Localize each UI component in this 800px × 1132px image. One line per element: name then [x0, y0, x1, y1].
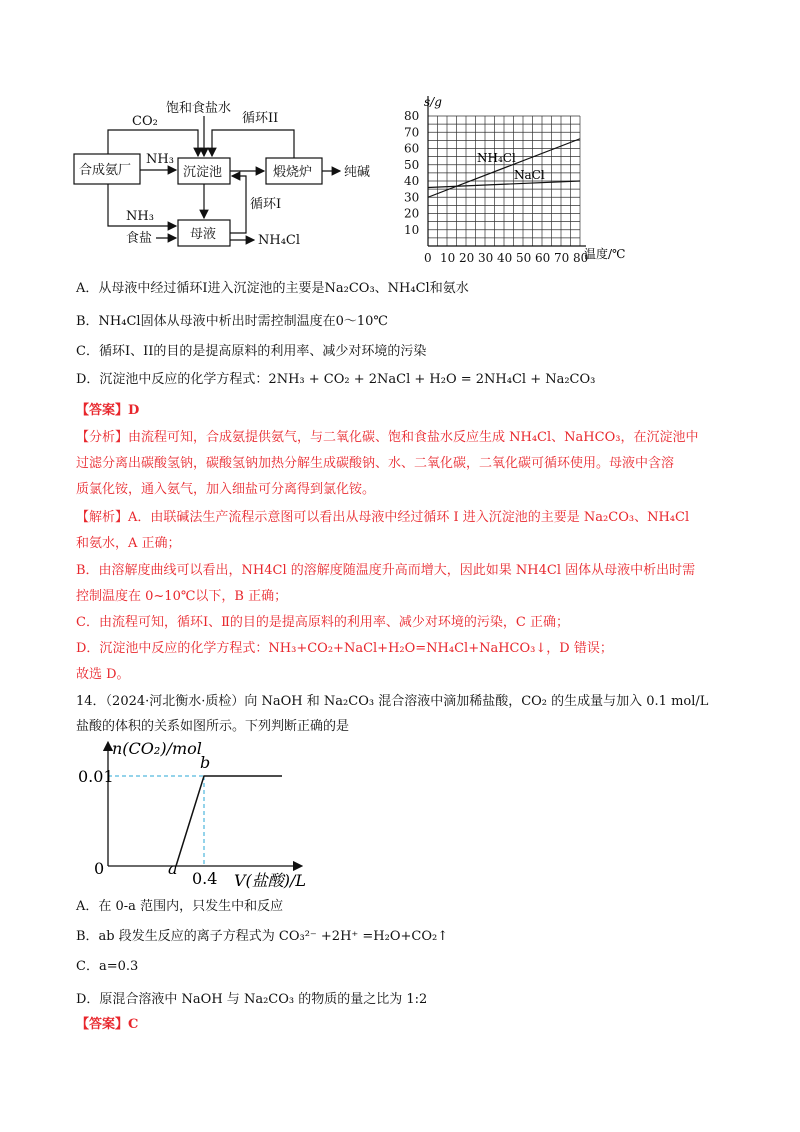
sol-curve-nh4cl-label: NH₄Cl [477, 151, 516, 165]
flow-diagram [70, 100, 400, 260]
sol-x-tick: 20 [459, 251, 475, 265]
sol-x-tick: 50 [516, 251, 532, 265]
sol-x-tick: 40 [497, 251, 513, 265]
co2-graph-point-a: a [168, 859, 178, 878]
label-furnace: 煅烧炉 [273, 165, 313, 180]
q13-analysis-3: 质氯化铵，通入氨气，加入细盐可分离得到氯化铵。 [76, 482, 376, 497]
sol-y-tick: 40 [404, 174, 420, 188]
label-nh3-top: NH₃ [146, 152, 174, 167]
sol-xlabel: 温度/℃ [584, 247, 626, 261]
q13-option-d: D．沉淀池中反应的化学方程式：2NH₃ + CO₂ + 2NaCl + H₂O = 2NH₄Cl + Na₂CO₃ [76, 372, 596, 387]
label-co2: CO₂ [132, 114, 158, 129]
q14-stem-2: 盐酸的体积的关系如图所示。下列判断正确的是 [76, 719, 350, 734]
sol-ylabel: s/g [424, 95, 442, 109]
q13-explain-2: 和氨水，A 正确； [76, 536, 181, 551]
sol-y-tick: 20 [404, 206, 420, 221]
sol-y-tick: 30 [404, 190, 420, 205]
q13-explain-7: 故选 D。 [76, 667, 130, 682]
co2-graph-point-b: b [200, 753, 211, 772]
label-ammonia-plant: 合成氨厂 [79, 163, 132, 178]
q13-analysis-1: 【分析】由流程可知，合成氨提供氨气，与二氧化碳、饱和食盐水反应生成 NH₄Cl、NaHCO₃，在沉淀池中 [76, 430, 699, 445]
q13-option-a: A．从母液中经过循环I进入沉淀池的主要是Na₂CO₃、NH₄Cl和氨水 [76, 281, 469, 296]
co2-graph-line [176, 776, 282, 866]
q14-answer: 【答案】C [76, 1017, 139, 1032]
sol-y-tick: 10 [404, 222, 420, 237]
q14-option-a: A．在 0-a 范围内，只发生中和反应 [76, 899, 284, 914]
sol-curve-nacl-label: NaCl [514, 168, 545, 182]
q13-explain-5: C．由流程可知，循环Ⅰ、Ⅱ的目的是提高原料的利用率、减少对环境的污染，C 正确； [76, 615, 569, 630]
sol-x-tick: 30 [478, 251, 494, 265]
sol-x-tick: 80 [573, 251, 589, 265]
co2-graph-origin: 0 [94, 859, 105, 878]
q14-stem-1: 14．（2024·河北衡水·质检）向 NaOH 和 Na₂CO₃ 混合溶液中滴加稀盐酸，CO₂ 的生成量与加入 0.1 mol/L [76, 694, 709, 709]
sol-y-tick: 80 [404, 109, 420, 123]
q13-explain-6: D．沉淀池中反应的化学方程式：NH₃+CO₂+NaCl+H₂O=NH₄Cl+NaHCO₃↓，D 错误； [76, 641, 613, 656]
q13-analysis-2: 过滤分离出碳酸氢钠，碳酸氢钠加热分解生成碳酸钠、水、二氧化碳，二氧化碳可循环使用。母液中含溶 [76, 456, 675, 471]
sol-y-tick: 50 [404, 157, 420, 172]
q13-explain-3: B．由溶解度曲线可以看出，NH4Cl 的溶解度随温度升高而增大，因此如果 NH4Cl 固体从母液中析出时需 [76, 563, 696, 578]
sol-x-tick: 10 [440, 251, 456, 265]
q13-explain-1: 【解析】A．由联碱法生产流程示意图可以看出从母液中经过循环 I 进入沉淀池的主要是 Na₂CO₃、NH₄Cl [76, 510, 690, 525]
co2-graph-xlabel: V(盐酸)/L [234, 871, 307, 890]
co2-graph [78, 739, 332, 890]
q13-explain-4: 控制温度在 0~10℃以下，B 正确； [76, 589, 288, 604]
sol-x-tick: 70 [554, 251, 570, 265]
co2-graph-x-value: 0.4 [192, 869, 218, 888]
label-nh4cl: NH₄Cl [258, 233, 301, 248]
q14-option-d: D．原混合溶液中 NaOH 与 Na₂CO₃ 的物质的量之比为 1:2 [76, 992, 428, 1007]
sol-x-tick: 60 [535, 251, 551, 265]
label-precip-tank: 沉淀池 [183, 165, 223, 180]
q13-option-b: B．NH₄Cl固体从母液中析出时需控制温度在0～10℃ [76, 314, 388, 329]
co2-graph-ylabel: n(CO₂)/mol [112, 739, 202, 758]
solubility-chart [400, 92, 640, 265]
label-cycle1: 循环I [250, 197, 282, 212]
label-cycle2: 循环II [242, 111, 279, 126]
label-brine: 饱和食盐水 [166, 101, 232, 116]
q13-answer: 【答案】D [76, 403, 140, 418]
sol-y-tick: 60 [404, 141, 420, 156]
q14-option-b: B．ab 段发生反应的离子方程式为 CO₃²⁻ +2H⁺ =H₂O+CO₂↑ [76, 929, 449, 944]
label-salt: 食盐 [126, 231, 153, 246]
label-mother-liquor: 母液 [190, 227, 217, 242]
q13-option-c: C．循环I、II的目的是提高原料的利用率、减少对环境的污染 [76, 344, 427, 359]
label-soda: 纯碱 [344, 165, 371, 180]
q14-option-c: C．a=0.3 [76, 959, 139, 974]
co2-graph-y-value: 0.01 [78, 767, 114, 786]
label-nh3-bottom: NH₃ [126, 209, 154, 224]
sol-y-tick: 70 [404, 125, 420, 140]
sol-x-tick: 0 [424, 251, 432, 265]
